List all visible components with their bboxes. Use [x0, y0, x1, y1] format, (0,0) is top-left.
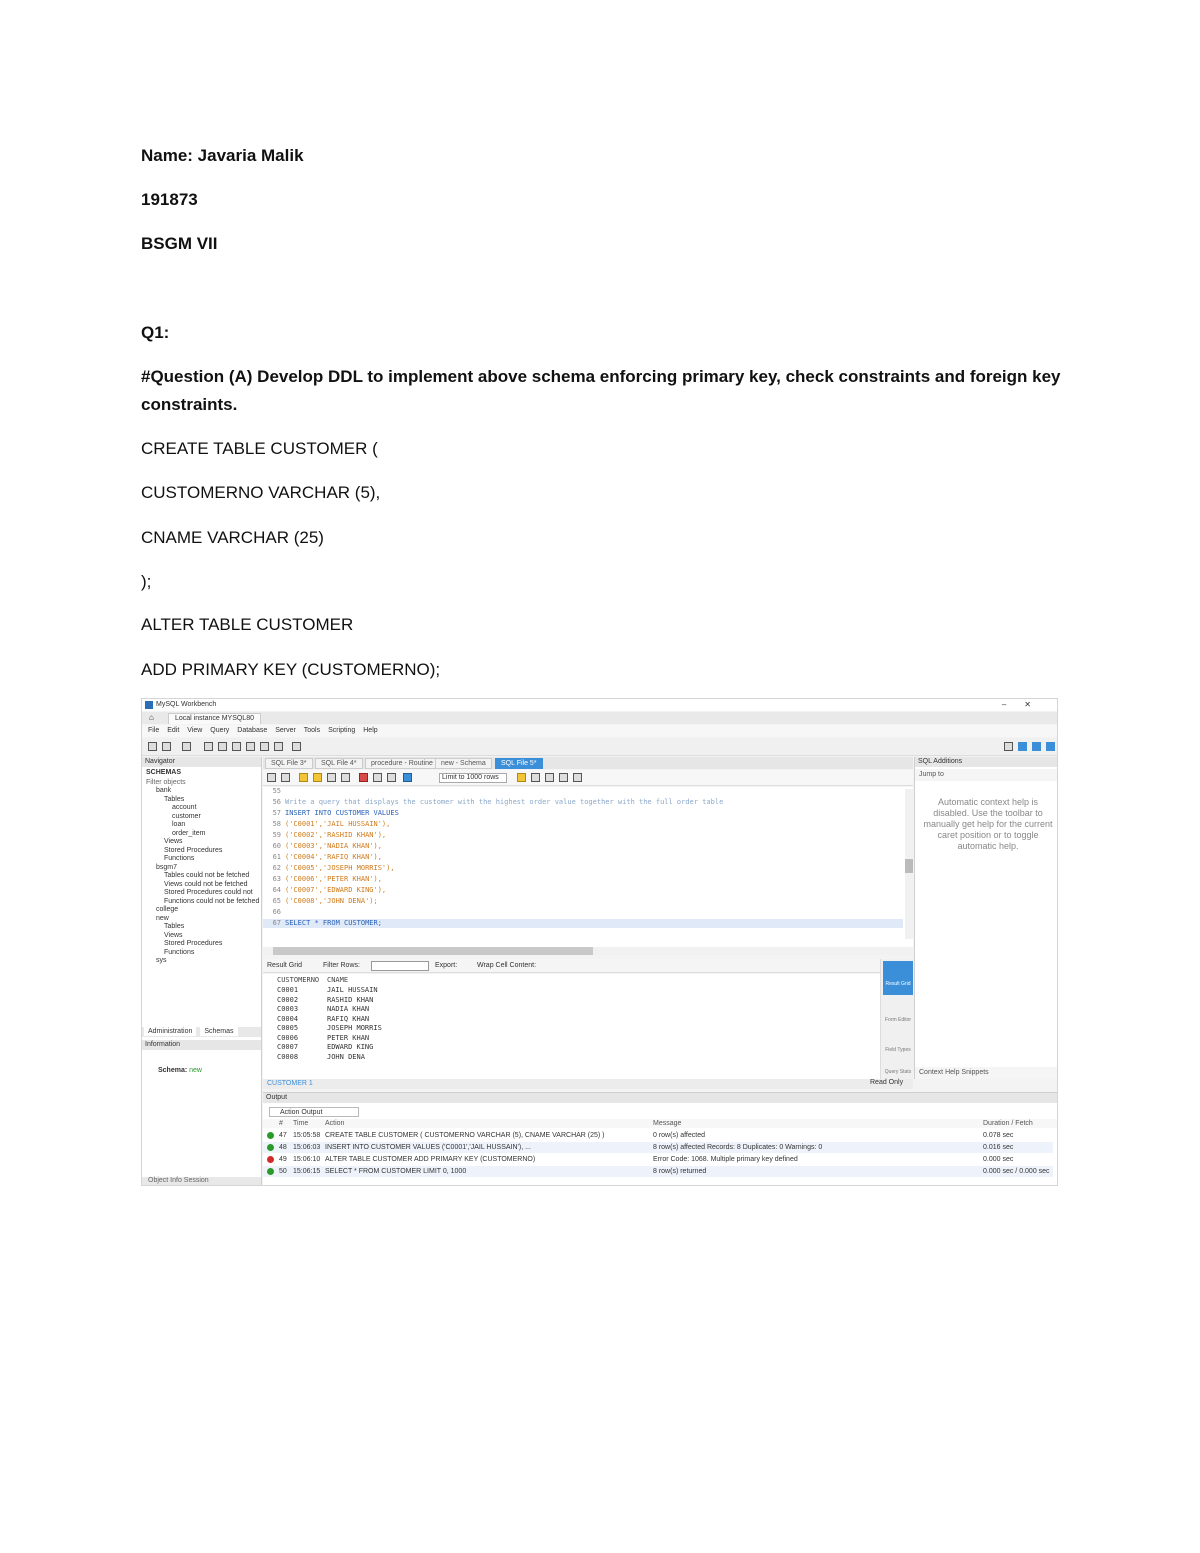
tree-item[interactable]: bank	[156, 787, 172, 794]
tree-item[interactable]: order_item	[172, 829, 206, 837]
invisible-chars-icon[interactable]	[559, 773, 568, 782]
output-action: CREATE TABLE CUSTOMER ( CUSTOMERNO VARCHAR (5), CNAME VARCHAR (25) )	[325, 1132, 605, 1139]
line-number: 55	[272, 787, 281, 795]
output-time: 15:06:03	[293, 1144, 321, 1151]
output-n: 50	[279, 1168, 287, 1175]
question-text: #Question (A) Develop DDL to implement above schema enforcing primary key, check constraints and foreign key constraints.	[141, 367, 1061, 414]
success-icon	[267, 1168, 274, 1175]
tab-sql-file-5[interactable]: SQL File 5*	[495, 758, 543, 769]
output-row[interactable]	[263, 1130, 1053, 1141]
result-toolbar	[263, 959, 883, 973]
line-number: 67	[272, 919, 281, 927]
result-side-panel	[880, 959, 914, 1079]
window-title: MySQL Workbench	[156, 701, 217, 708]
tab-new-schema[interactable]: new - Schema	[435, 758, 492, 769]
grid-cell[interactable]: C0006	[277, 1033, 299, 1042]
tab-schemas[interactable]: Schemas	[200, 1027, 237, 1036]
tree-item[interactable]: Functions	[164, 948, 195, 956]
new-sql-icon[interactable]	[148, 742, 157, 751]
grid-cell[interactable]: JOSEPH MORRIS	[327, 1024, 382, 1032]
output-header: Output	[263, 1093, 1058, 1103]
code-text: Write a query that displays the customer with the highest order value together with the full order table	[285, 798, 724, 806]
connection-tabs	[142, 712, 1057, 724]
commit-icon[interactable]	[373, 773, 382, 782]
workbench-screenshot	[141, 698, 1058, 1186]
beautify-icon[interactable]	[531, 773, 540, 782]
output-message: Error Code: 1068. Multiple primary key defined	[653, 1156, 798, 1163]
grid-cell[interactable]: PETER KHAN	[327, 1033, 370, 1042]
output-row[interactable]	[263, 1142, 1053, 1153]
toggle-sidebar-icon[interactable]	[1018, 742, 1027, 751]
tree-item[interactable]: Tables could not be fetched	[164, 872, 250, 879]
result-grid-view-button[interactable]: Result Grid	[883, 961, 913, 995]
grid-cell[interactable]: JOHN DENA	[327, 1052, 365, 1061]
error-icon	[267, 1156, 274, 1163]
code-line	[263, 820, 390, 829]
line-number: 58	[272, 820, 281, 828]
output-n: 49	[279, 1156, 287, 1163]
output-row[interactable]	[263, 1154, 1053, 1165]
tree-item[interactable]: Views could not be fetched	[164, 880, 248, 888]
filter-rows-label: Filter Rows:	[323, 962, 360, 969]
line-number: 64	[272, 886, 281, 894]
tab-procedure-routine[interactable]: procedure - Routine	[365, 758, 439, 769]
filter-rows-input[interactable]	[371, 961, 429, 971]
form-editor-button[interactable]: Form Editor	[884, 1017, 912, 1023]
grid-cell[interactable]: C0007	[277, 1043, 299, 1051]
code-line	[263, 798, 723, 807]
code-text: INSERT INTO CUSTOMER VALUES	[285, 809, 399, 817]
output-n: 47	[279, 1132, 287, 1139]
grid-cell[interactable]: C0004	[277, 1014, 299, 1023]
menu-server[interactable]: Server	[275, 727, 296, 734]
col-action: Action	[325, 1120, 345, 1127]
workbench-logo-icon	[145, 701, 153, 709]
menu-database[interactable]: Database	[237, 727, 268, 734]
field-types-button[interactable]: Field Types	[885, 1047, 911, 1053]
code-line-5: ALTER TABLE CUSTOMER	[141, 615, 354, 634]
student-name: Name: Javaria Malik	[141, 146, 304, 165]
tree-item[interactable]: loan	[172, 821, 186, 828]
table-row[interactable]	[277, 1053, 407, 1061]
action-output-select[interactable]: Action Output	[269, 1107, 359, 1117]
code-line	[263, 831, 386, 840]
code-text: ('C0002','RASHID KHAN'),	[285, 831, 387, 839]
tree-item[interactable]: account	[172, 804, 197, 811]
code-text: ('C0005','JOSEPH MORRIS'),	[285, 864, 395, 872]
line-number: 62	[272, 864, 281, 872]
export-label: Export:	[435, 962, 458, 969]
inspector-icon[interactable]	[182, 742, 191, 751]
code-line	[263, 886, 386, 895]
jump-to-select[interactable]: Jump to	[915, 769, 1058, 781]
output-duration: 0.000 sec / 0.000 sec	[983, 1168, 1050, 1175]
navigator-panel	[142, 757, 262, 1186]
grid-header-cell[interactable]: CNAME	[327, 976, 349, 984]
main-toolbar	[142, 738, 1057, 756]
filter-objects-input[interactable]: Filter objects	[146, 779, 186, 786]
table-row[interactable]	[277, 1043, 407, 1051]
code-line-2: CUSTOMERNO VARCHAR (5),	[141, 483, 381, 502]
table-row[interactable]	[277, 1034, 407, 1042]
code-line	[263, 919, 903, 928]
grid-cell[interactable]: C0003	[277, 1005, 299, 1013]
tree-item[interactable]: college	[156, 906, 179, 913]
schemas-title: SCHEMAS	[146, 769, 182, 776]
tab-sql-file-3[interactable]: SQL File 3*	[265, 758, 313, 769]
open-file-icon[interactable]	[267, 773, 276, 782]
tab-administration[interactable]: Administration	[144, 1027, 196, 1036]
navigator-header: Navigator	[142, 757, 261, 767]
line-number: 60	[272, 842, 281, 850]
grid-header-cell[interactable]: CUSTOMERNO	[277, 976, 320, 984]
output-time: 15:06:15	[293, 1168, 321, 1175]
menu-tools[interactable]: Tools	[303, 727, 321, 734]
table-row[interactable]	[277, 996, 407, 1004]
result-tab-customer[interactable]: CUSTOMER 1	[267, 1080, 313, 1087]
menu-help[interactable]: Help	[363, 727, 378, 734]
success-icon	[267, 1144, 274, 1151]
grid-cell[interactable]: RAFIQ KHAN	[327, 1014, 370, 1023]
toggle-output-icon[interactable]	[1032, 742, 1041, 751]
settings-icon[interactable]	[1004, 742, 1013, 751]
query-stats-button[interactable]: Query Stats	[884, 1069, 912, 1075]
grid-cell[interactable]: C0001	[277, 986, 299, 994]
editor-horizontal-scrollbar[interactable]	[263, 947, 913, 955]
col-time: Time	[293, 1120, 309, 1127]
code-line	[263, 809, 399, 818]
object-info-tabs[interactable]: Object Info Session	[142, 1177, 261, 1186]
line-number: 65	[272, 897, 281, 905]
menu-view[interactable]: View	[187, 727, 203, 734]
sql-additions-header: SQL Additions	[915, 757, 1058, 767]
program: BSGM VII	[141, 234, 218, 253]
question-label: Q1:	[141, 323, 170, 342]
col-number: #	[279, 1120, 283, 1127]
tab-sql-file-4[interactable]: SQL File 4*	[315, 758, 363, 769]
schema-label: Schema:	[158, 1067, 188, 1074]
output-time: 15:05:58	[293, 1132, 321, 1139]
toggle-error-icon[interactable]	[359, 773, 368, 782]
output-action: SELECT * FROM CUSTOMER LIMIT 0, 1000	[325, 1168, 467, 1175]
execute-statement-icon[interactable]	[313, 773, 322, 782]
home-icon[interactable]: ⌂	[149, 713, 154, 722]
editor-vertical-scrollbar[interactable]	[905, 789, 913, 939]
tree-item[interactable]: Views	[164, 838, 183, 845]
save-file-icon[interactable]	[281, 773, 290, 782]
context-help-tabs[interactable]: Context Help Snippets	[915, 1067, 1058, 1079]
output-message: 8 row(s) affected Records: 8 Duplicates: 0 Warnings: 0	[653, 1144, 823, 1151]
output-message: 8 row(s) returned	[653, 1168, 707, 1175]
open-sql-icon[interactable]	[162, 742, 171, 751]
line-number: 57	[272, 809, 281, 817]
student-id: 191873	[141, 190, 198, 209]
tree-item[interactable]: Tables	[164, 795, 185, 803]
code-line-4: );	[141, 572, 152, 591]
create-function-icon[interactable]	[260, 742, 269, 751]
navigator-tabs	[142, 1027, 261, 1037]
toggle-secondary-icon[interactable]	[1046, 742, 1055, 751]
context-help-text: Automatic context help is disabled. Use the toolbar to manually get help for the current caret position or to toggle automatic help.	[923, 797, 1053, 851]
hscroll-thumb[interactable]	[273, 947, 593, 955]
code-text: ('C0004','RAFIQ KHAN'),	[285, 853, 382, 861]
table-row[interactable]	[277, 986, 407, 994]
success-icon	[267, 1132, 274, 1139]
create-procedure-icon[interactable]	[246, 742, 255, 751]
grid-cell[interactable]: C0005	[277, 1024, 299, 1032]
tree-item[interactable]: customer	[172, 812, 201, 820]
line-number: 59	[272, 831, 281, 839]
reconnect-icon[interactable]	[292, 742, 301, 751]
menu-query[interactable]: Query	[210, 727, 230, 734]
window-controls[interactable]: –✕	[1001, 700, 1049, 709]
menu-file[interactable]: File	[148, 727, 160, 734]
find-icon[interactable]	[545, 773, 554, 782]
information-panel	[142, 1040, 261, 1050]
table-row[interactable]	[277, 1024, 407, 1032]
output-duration: 0.078 sec	[983, 1132, 1014, 1139]
editor-toolbar	[263, 770, 913, 786]
execute-icon[interactable]	[299, 773, 308, 782]
editor-tabs	[263, 757, 913, 769]
tree-item[interactable]: Views	[164, 931, 183, 939]
menu-edit[interactable]: Edit	[167, 727, 180, 734]
code-line	[263, 853, 382, 862]
output-duration: 0.016 sec	[983, 1144, 1014, 1151]
line-number: 63	[272, 875, 281, 883]
code-text: ('C0008','JOHN DENA');	[285, 897, 378, 905]
connection-tab[interactable]: Local instance MYSQL80	[168, 713, 261, 724]
table-row[interactable]	[277, 1015, 407, 1023]
grid-cell[interactable]: C0008	[277, 1052, 299, 1061]
output-duration: 0.000 sec	[983, 1156, 1014, 1163]
result-tab-bar	[263, 1079, 913, 1089]
grid-cell[interactable]: C0002	[277, 995, 299, 1004]
line-number: 61	[272, 853, 281, 861]
schema-tree	[142, 787, 261, 966]
grid-cell[interactable]: RASHID KHAN	[327, 995, 374, 1004]
line-number: 56	[272, 798, 281, 806]
tree-item[interactable]: Stored Procedures	[164, 940, 223, 947]
sql-editor[interactable]	[263, 787, 913, 947]
scroll-thumb[interactable]	[905, 859, 913, 873]
code-line	[263, 864, 395, 873]
result-grid	[263, 974, 883, 1084]
tree-item[interactable]: new	[156, 914, 169, 922]
explain-icon[interactable]	[327, 773, 336, 782]
code-text: ('C0006','PETER KHAN'),	[285, 875, 382, 883]
schema-value: new	[189, 1067, 202, 1074]
code-line	[263, 787, 285, 796]
output-panel	[263, 1092, 1058, 1186]
create-schema-icon[interactable]	[204, 742, 213, 751]
tree-item[interactable]: Functions	[164, 855, 195, 862]
grid-cell[interactable]: NADIA KHAN	[327, 1005, 370, 1013]
search-table-icon[interactable]	[274, 742, 283, 751]
tree-item[interactable]: Tables	[164, 923, 185, 930]
stop-icon[interactable]	[341, 773, 350, 782]
output-message: 0 row(s) affected	[653, 1132, 706, 1139]
col-message: Message	[653, 1120, 682, 1127]
tree-item[interactable]: Stored Procedures could not	[164, 889, 253, 896]
wrap-cell-label: Wrap Cell Content:	[477, 962, 537, 969]
wrap-lines-icon[interactable]	[573, 773, 582, 782]
create-table-icon[interactable]	[218, 742, 227, 751]
code-line	[263, 842, 382, 851]
information-header: Information	[142, 1040, 261, 1050]
code-line	[263, 908, 285, 917]
grid-header-row	[277, 976, 407, 984]
code-line-3: CNAME VARCHAR (25)	[141, 528, 324, 547]
tree-item[interactable]: sys	[156, 957, 167, 964]
code-text: ('C0003','NADIA KHAN'),	[285, 842, 382, 850]
tree-item[interactable]: Stored Procedures	[164, 846, 223, 854]
tree-item[interactable]: bsgm7	[156, 863, 178, 871]
col-duration: Duration / Fetch	[983, 1120, 1033, 1127]
menu-scripting[interactable]: Scripting	[328, 727, 356, 734]
grid-cell[interactable]: EDWARD KING	[327, 1043, 374, 1051]
create-view-icon[interactable]	[232, 742, 241, 751]
output-column-headers	[263, 1119, 1058, 1128]
code-text: SELECT * FROM CUSTOMER;	[285, 919, 382, 927]
schema-info	[158, 1067, 202, 1074]
output-row[interactable]	[263, 1166, 1053, 1177]
output-n: 48	[279, 1144, 287, 1151]
limit-rows-select[interactable]: Limit to 1000 rows	[439, 773, 507, 783]
code-text: ('C0007','EDWARD KING'),	[285, 886, 387, 894]
autocommit-icon[interactable]	[403, 773, 412, 782]
code-text: ('C0001','JAIL HUSSAIN'),	[285, 820, 391, 828]
code-line	[263, 897, 378, 906]
output-action: ALTER TABLE CUSTOMER ADD PRIMARY KEY (CUSTOMERNO)	[325, 1156, 536, 1163]
title-bar	[142, 699, 1057, 711]
result-grid-label: Result Grid	[267, 962, 303, 969]
table-row[interactable]	[277, 1005, 407, 1013]
grid-cell[interactable]: JAIL HUSSAIN	[327, 986, 378, 994]
code-line	[263, 875, 382, 884]
tree-item[interactable]: Functions could not be fetched	[164, 897, 260, 905]
bookmark-icon[interactable]	[517, 773, 526, 782]
output-action: INSERT INTO CUSTOMER VALUES ('C0001','JAIL HUSSAIN'), ...	[325, 1144, 531, 1151]
line-number: 66	[272, 908, 281, 916]
rollback-icon[interactable]	[387, 773, 396, 782]
menu-bar	[142, 725, 1057, 737]
code-line-1: CREATE TABLE CUSTOMER (	[141, 439, 378, 458]
output-time: 15:06:10	[293, 1156, 321, 1163]
code-line-6: ADD PRIMARY KEY (CUSTOMERNO);	[141, 660, 441, 679]
context-help-panel	[914, 757, 1058, 1079]
read-only-label: Read Only	[870, 1079, 904, 1086]
